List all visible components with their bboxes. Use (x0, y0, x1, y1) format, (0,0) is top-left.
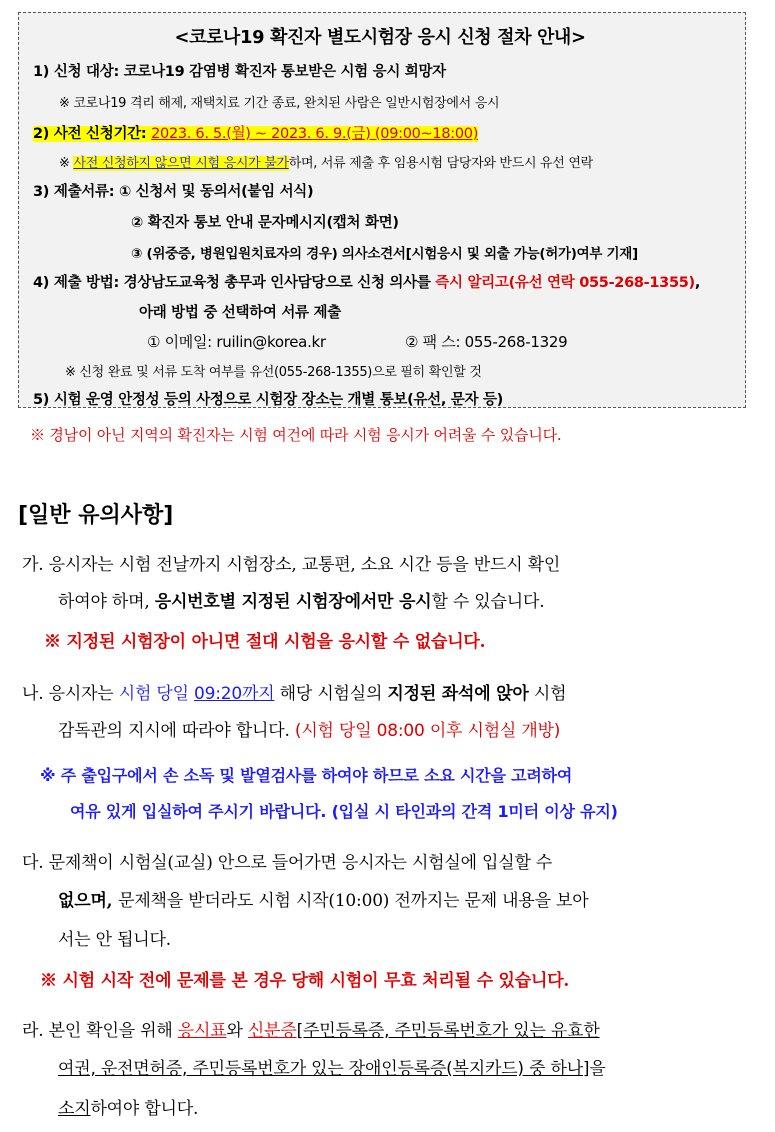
ra-text-4: 하여야 합니다. (90, 1099, 199, 1119)
item-na-line2 (58, 716, 560, 741)
venue-line: 5) 시험 운영 안정성 등의 사정으로 시험장 장소는 개별 통보(유선, 문자 등) (33, 392, 504, 408)
item-ra-line2 (58, 1054, 606, 1079)
item-da-line2 (58, 886, 589, 911)
item-ra-line3 (58, 1094, 198, 1119)
region-warning: ※ 경남이 아닌 지역의 확진자는 시험 여건에 따라 시험 응시가 어려울 수 있습니다. (30, 426, 562, 444)
ra-ticket: 응시표 (177, 1021, 227, 1041)
method-comma: , (694, 275, 701, 291)
da-text: 문제책을 받더라도 시험 시작(10:00) 전까지는 문제 내용을 보아 (118, 891, 589, 911)
item-ra-line1 (22, 1016, 600, 1041)
section-title (18, 498, 173, 529)
ra-possess: 소지 (58, 1099, 91, 1119)
na-text-1: 나. 응시자는 (22, 684, 119, 704)
period-note-highlight: 사전 신청하지 않으면 시험 응시가 불가 (73, 156, 289, 171)
item-na-line1 (22, 679, 566, 704)
target-note: ※ 코로나19 격리 해제, 재택치료 기간 종료, 완치된 사람은 일반시험장에서 응시 (59, 96, 500, 111)
period-note-rest: 하며, 서류 제출 후 임용시험 담당자와 반드시 유선 연락 (288, 156, 593, 171)
ra-id-list-2: 여권, 운전면허증, 주민등록번호가 있는 장애인등록증(복지카드) 중 하나] (58, 1059, 590, 1079)
ra-id-list: [주민등록증, 주민등록번호가 있는 유효한 (296, 1021, 600, 1041)
ra-id: 신분증 (247, 1021, 297, 1041)
method-line-2: 아래 방법 중 선택하여 서류 제출 (139, 305, 341, 321)
na-text-3: 시험 (528, 684, 567, 704)
docs-line: 3) 제출서류: ① 신청서 및 동의서(붙임 서식) (33, 184, 314, 200)
section-title-text: [일반 유의사항] (18, 503, 174, 528)
item-da-line1: 다. 문제책이 시험실(교실) 안으로 들어가면 응시자는 시험실에 입실할 수 (22, 853, 553, 873)
method-contact: 즉시 알리고(유선 연락 055-268-1355) (435, 275, 695, 291)
fax-line: ② 팩 스: 055-268-1329 (405, 333, 568, 351)
na-seat: 지정된 좌석에 앉아 (387, 684, 529, 704)
ga-tail: 할 수 있습니다. (431, 592, 545, 612)
covid-notice-box (18, 12, 746, 408)
method-line (33, 271, 700, 292)
email-line: ① 이메일: ruilin@korea.kr (147, 333, 326, 351)
item-da-line3: 서는 안 됩니다. (58, 930, 171, 950)
item-na-note2: 여유 있게 입실하여 주시기 바랍니다. (입실 시 타인과의 간격 1미터 이상 유지) (70, 802, 618, 821)
item-na-note1: ※ 주 출입구에서 손 소독 및 발열검사를 하여야 하므로 소요 시간을 고려하여 (40, 766, 573, 785)
na-text-4: 감독관의 지시에 따라야 합니다. (58, 721, 295, 741)
docs-item-3: ③ (위중증, 병원입원치료자의 경우) 의사소견서[시험응시 및 외출 가능(허가)여부 기재] (131, 246, 638, 262)
item-ga-line2 (58, 587, 544, 612)
da-bold: 없으며, (58, 891, 119, 911)
period-note-mark: ※ (59, 156, 74, 171)
na-time: 09:20까지 (194, 684, 275, 704)
period-note (59, 152, 593, 171)
notice-title: <코로나19 확진자 별도시험장 응시 신청 절차 안내> (174, 27, 586, 48)
docs-item-2: ② 확진자 통보 안내 문자메시지(캡처 화면) (131, 215, 399, 231)
method-text: 4) 제출 방법: 경상남도교육청 총무과 인사담당으로 신청 의사를 (33, 275, 436, 291)
na-open: (시험 당일 08:00 이후 시험실 개방) (294, 721, 561, 741)
target-line: 1) 신청 대상: 코로나19 감염병 확진자 통보받은 시험 응시 희망자 (33, 64, 446, 80)
ga-bold: 응시번호별 지정된 시험장에서만 응시 (154, 592, 432, 612)
na-date: 시험 당일 (118, 684, 195, 704)
ra-text-2: 와 (226, 1021, 248, 1041)
method-note: ※ 신청 완료 및 서류 도착 여부를 유선(055-268-1355)으로 필히 확인할 것 (65, 365, 482, 380)
period-label: 2) 사전 신청기간: (33, 126, 152, 142)
ga-text: 하여야 하며, (58, 592, 155, 612)
ra-text-1: 라. 본인 확인을 위해 (22, 1021, 178, 1041)
na-text-2: 해당 시험실의 (274, 684, 388, 704)
period-line (33, 122, 478, 143)
item-da-note: ※ 시험 시작 전에 문제를 본 경우 당해 시험이 무효 처리될 수 있습니다. (40, 971, 570, 991)
ra-text-3: 을 (589, 1059, 606, 1079)
item-ga-note: ※ 지정된 시험장이 아니면 절대 시험을 응시할 수 없습니다. (44, 632, 486, 652)
period-value: 2023. 6. 5.(월) ~ 2023. 6. 9.(금) (09:00~18:00) (151, 126, 479, 142)
item-ga-line1: 가. 응시자는 시험 전날까지 시험장소, 교통편, 소요 시간 등을 반드시 확인 (22, 555, 561, 575)
